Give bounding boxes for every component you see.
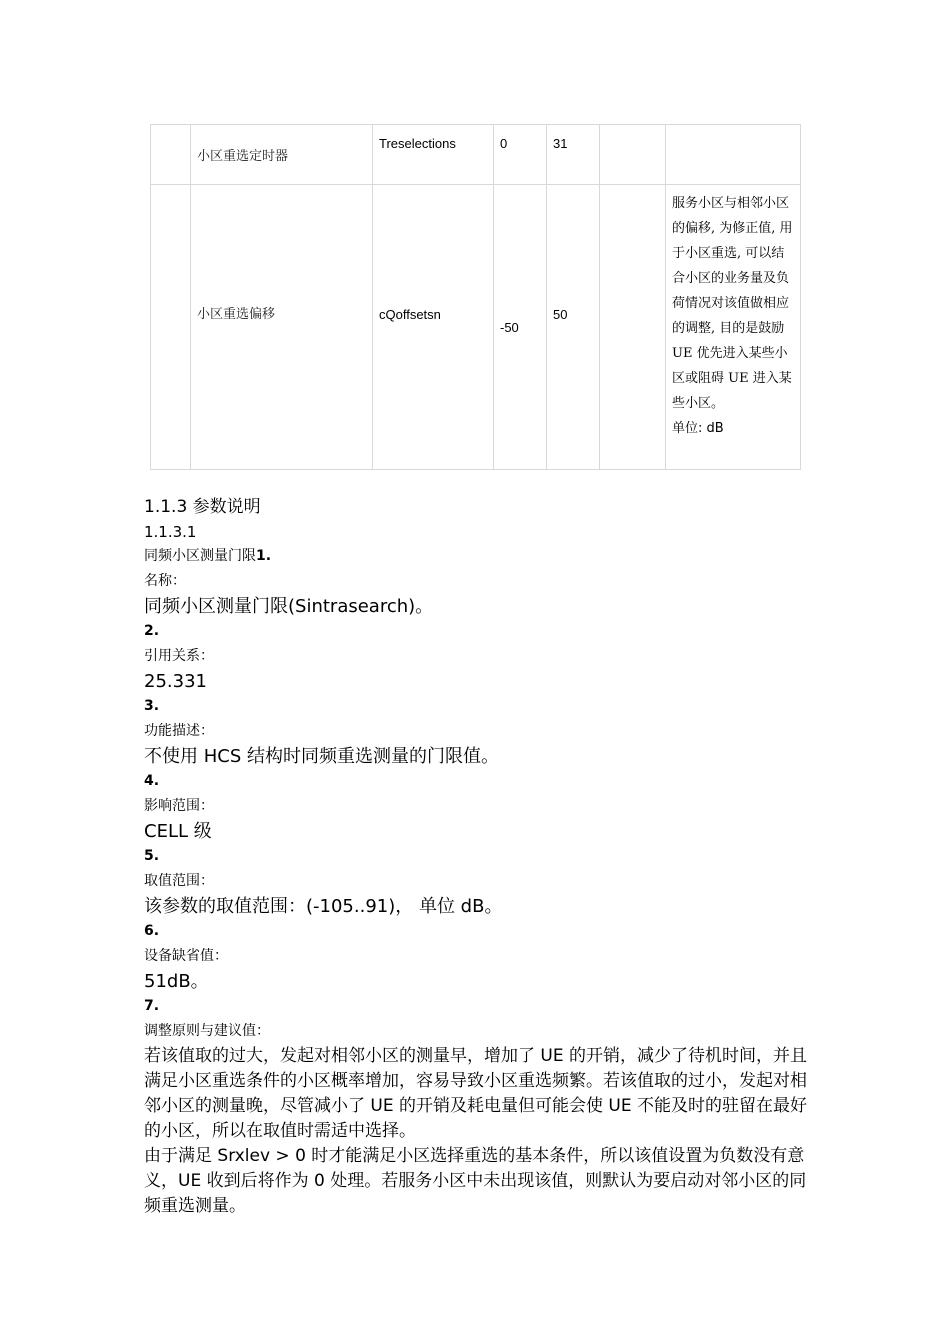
param-min-cell [494,125,547,185]
parameter-table [150,124,801,470]
param-min: -50 [500,320,519,335]
item-value: 该参数的取值范围：(-105..91)， 单位 dB。 [144,896,503,917]
param-label-cell [191,185,373,470]
param-max: 31 [553,136,568,151]
item-value: 不使用 HCS 结构时同频重选测量的门限值。 [144,746,499,767]
param-name: cQoffsetsn [379,307,441,322]
param-name: Treselections [379,136,456,151]
item-label: 取值范围： [144,873,214,889]
param-name-cell [373,185,494,470]
advice-label: 调整原则与建议值： [144,1023,270,1039]
param-label: 小区重选偏移 [197,307,276,322]
item-label: 引用关系： [144,648,214,664]
table-row [151,125,801,185]
parameter-title: 同频小区测量门限1. [144,548,272,564]
item-value: CELL 级 [144,821,212,842]
item-number: 5. [144,848,160,864]
item-label: 功能描述： [144,723,214,739]
item-number: 7. [144,998,160,1014]
param-unit: 单位: dB [672,421,724,436]
table-row [151,185,801,470]
advice-paragraph-2: 由于满足 Srxlev > 0 时才能满足小区选择重选的基本条件，所以该值设置为负数没有意义，UE 收到后将作为 0 处理。若服务小区中未出现该值，则默认为要启动对邻小区的同频重选测量。 [144,1146,807,1216]
param-max: 50 [553,307,568,322]
advice-paragraph-1: 若该值取的过大，发起对相邻小区的测量早，增加了 UE 的开销，减少了待机时间，并且满足小区重选条件的小区概率增加，容易导致小区重选频繁。若该值取的过小，发起对相邻小区的测量晚，尽管减小了 UE 的开销及耗电量但可能会使 UE 不能及时的驻留在最好的小区，所以在取值时需适中选择。 [144,1046,807,1141]
param-min: 0 [500,136,508,151]
item-number: 4. [144,773,160,789]
item-number: 2. [144,623,160,639]
param-min-cell [494,185,547,470]
item-value: 25.331 [144,671,207,692]
param-col6-cell [600,185,666,470]
item-label: 名称： [144,573,186,589]
item-label: 设备缺省值： [144,948,228,964]
param-max-cell [547,125,600,185]
section-heading: 1.1.3 参数说明 [144,497,261,517]
param-name-cell [373,125,494,185]
parameter-description-section [144,494,814,1219]
table-cell-blank [151,185,191,470]
table-cell-blank [151,125,191,185]
subsection-number: 1.1.3.1 [144,523,197,541]
param-max-cell [547,185,600,470]
param-label-cell [191,125,373,185]
param-desc-cell [666,185,801,470]
item-number: 6. [144,923,160,939]
param-label: 小区重选定时器 [197,149,289,164]
item-value: 同频小区测量门限(Sintrasearch)。 [144,596,434,617]
param-description: 服务小区与相邻小区的偏移, 为修正值, 用于小区重选, 可以结合小区的业务量及负荷情况对该值做相应的调整, 目的是鼓励 UE 优先进入某些小区或阻碍 UE 进入某些小区。 [672,196,793,411]
param-desc-cell [666,125,801,185]
param-col6-cell [600,125,666,185]
item-label: 影响范围： [144,798,214,814]
item-number: 3. [144,698,160,714]
item-value: 51dB。 [144,971,209,992]
